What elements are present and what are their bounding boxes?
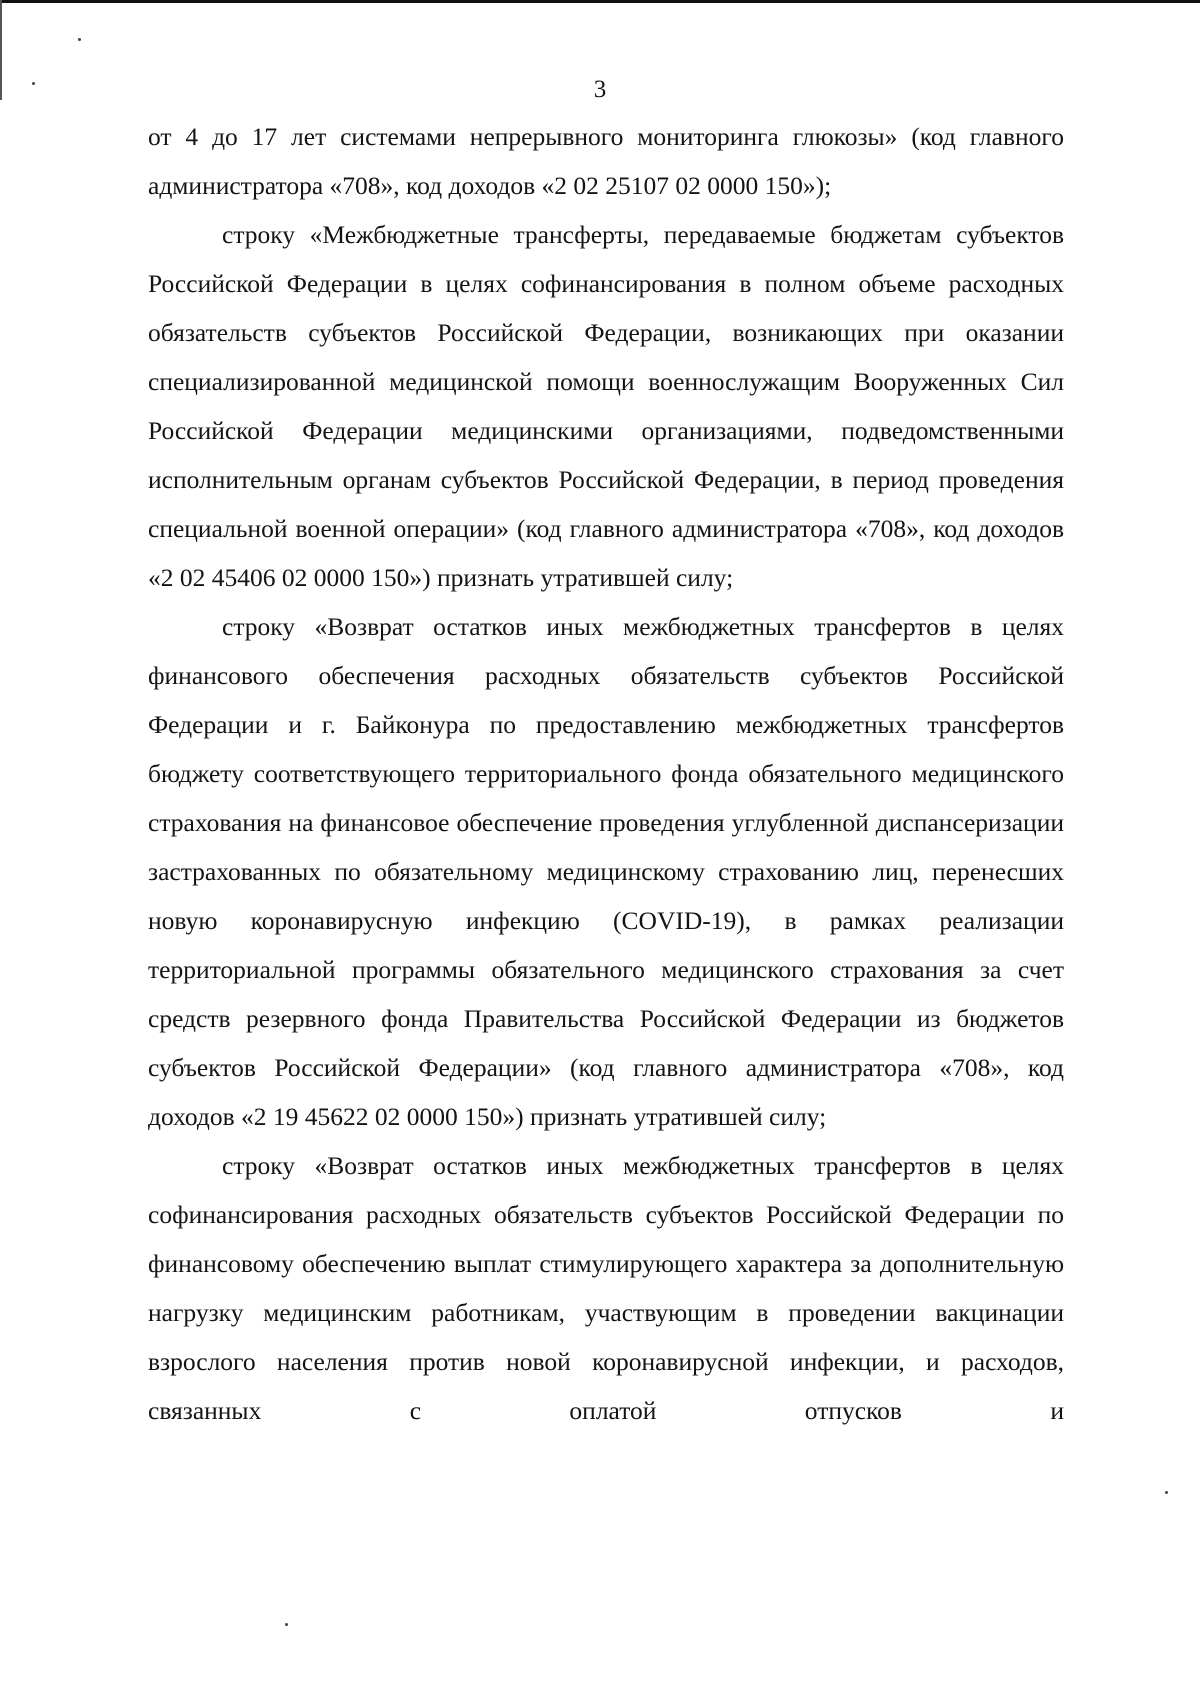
scan-speck <box>78 38 81 41</box>
scan-speck <box>285 1623 288 1626</box>
document-body <box>148 112 1064 1435</box>
page-number: 3 <box>593 76 607 103</box>
paragraph: строку «Возврат остатков иных межбюджетных трансфертов в целях софинансирования расходных обязательств субъектов Российской Федерации по финансовому обеспечению выплат стимулирующего характера за дополнительную нагрузку медицинским работникам, участвующим в проведении вакцинации взрослого населения против новой коронавирусной инфекции, и расходов, связанных с оплатой отпусков и <box>148 1151 1064 1425</box>
paragraph: строку «Межбюджетные трансферты, передаваемые бюджетам субъектов Российской Федерации в целях софинансирования в полном объеме расходных обязательств субъектов Российской Федерации, возникающих при оказании специализированной медицинской помощи военнослужащим Вооруженных Сил Российской Федерации медицинскими организациями, подведомственными исполнительным органам субъектов Российской Федерации, в период проведения специальной военной операции» (код главного администратора «708», код доходов «2 02 45406 02 0000 150») признать утратившей силу; <box>148 220 1064 592</box>
paragraph: от 4 до 17 лет системами непрерывного мониторинга глюкозы» (код главного администратора «708», код доходов «2 02 25107 02 0000 150»); <box>148 122 1064 200</box>
paragraph: строку «Возврат остатков иных межбюджетных трансфертов в целях финансового обеспечения расходных обязательств субъектов Российской Федерации и г. Байконура по предоставлению межбюджетных трансфертов бюджету соответствующего территориального фонда обязательного медицинского страхования на финансовое обеспечение проведения углубленной диспансеризации застрахованных по обязательному медицинскому страхованию лиц, перенесших новую коронавирусную инфекцию (COVID-19), в рамках реализации территориальной программы обязательного медицинского страхования за счет средств резервного фонда Правительства Российской Федерации из бюджетов субъектов Российской Федерации» (код главного администратора «708», код доходов «2 19 45622 02 0000 150») признать утратившей силу; <box>148 612 1064 1131</box>
scan-speck <box>1165 1491 1168 1494</box>
scan-top-border <box>0 0 1200 3</box>
